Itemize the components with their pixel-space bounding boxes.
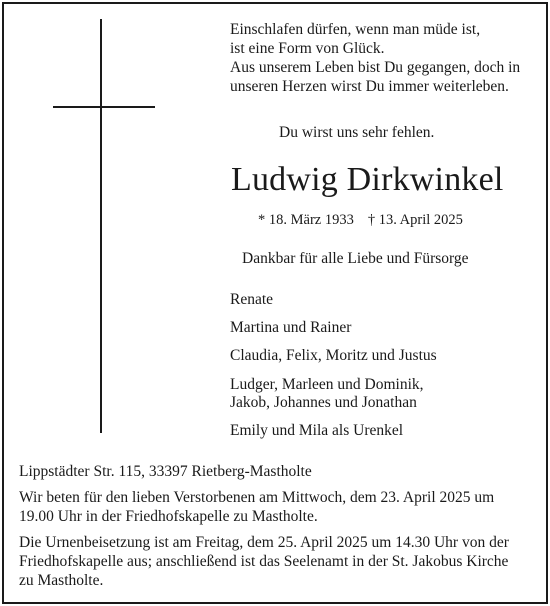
- family-member: Claudia, Felix, Moritz und Justus: [230, 347, 437, 364]
- family-member: Emily und Mila als Urenkel: [230, 422, 404, 439]
- family-member-line: Ludger, Marleen und Dominik,: [230, 376, 424, 393]
- family-member: Renate: [230, 291, 274, 308]
- address: Lippstädter Str. 115, 33397 Rietberg-Mastholte: [19, 463, 312, 480]
- poem-line: unseren Herzen wirst Du immer weiterleben.: [230, 78, 509, 95]
- gratitude-line: Dankbar für alle Liebe und Fürsorge: [242, 250, 469, 267]
- burial-notice-line: zu Mastholte.: [19, 572, 104, 589]
- poem: [230, 20, 520, 96]
- birth-date: * 18. März 1933: [258, 212, 354, 228]
- prayer-notice-line: 19.00 Uhr in der Friedhofskapelle zu Mastholte.: [19, 508, 318, 525]
- burial-notice: [19, 533, 509, 590]
- poem-line: Aus unserem Leben bist Du gegangen, doch in: [230, 59, 521, 76]
- cross-icon-horizontal: [53, 106, 155, 108]
- deceased-name: Ludwig Dirkwinkel: [231, 161, 504, 198]
- family-member-line: Jakob, Johannes und Jonathan: [230, 394, 417, 411]
- family-member: Martina und Rainer: [230, 319, 352, 336]
- prayer-notice-line: Wir beten für den lieben Verstorbenen am Mittwoch, dem 23. April 2025 um: [19, 489, 495, 506]
- poem-line: ist eine Form von Glück.: [230, 40, 385, 57]
- family-member: [230, 376, 424, 412]
- prayer-notice: [19, 488, 494, 526]
- death-date: † 13. April 2025: [367, 212, 463, 228]
- poem-line: Einschlafen dürfen, wenn man müde ist,: [230, 21, 481, 38]
- burial-notice-line: Friedhofskapelle aus; anschließend ist das Seelenamt in der St. Jakobus Kirche: [19, 553, 509, 570]
- burial-notice-line: Die Urnenbeisetzung ist am Freitag, dem 25. April 2025 um 14.30 Uhr von der: [19, 534, 509, 551]
- cross-icon-vertical: [100, 19, 102, 433]
- life-dates: [258, 212, 463, 229]
- missed-line: Du wirst uns sehr fehlen.: [279, 124, 435, 141]
